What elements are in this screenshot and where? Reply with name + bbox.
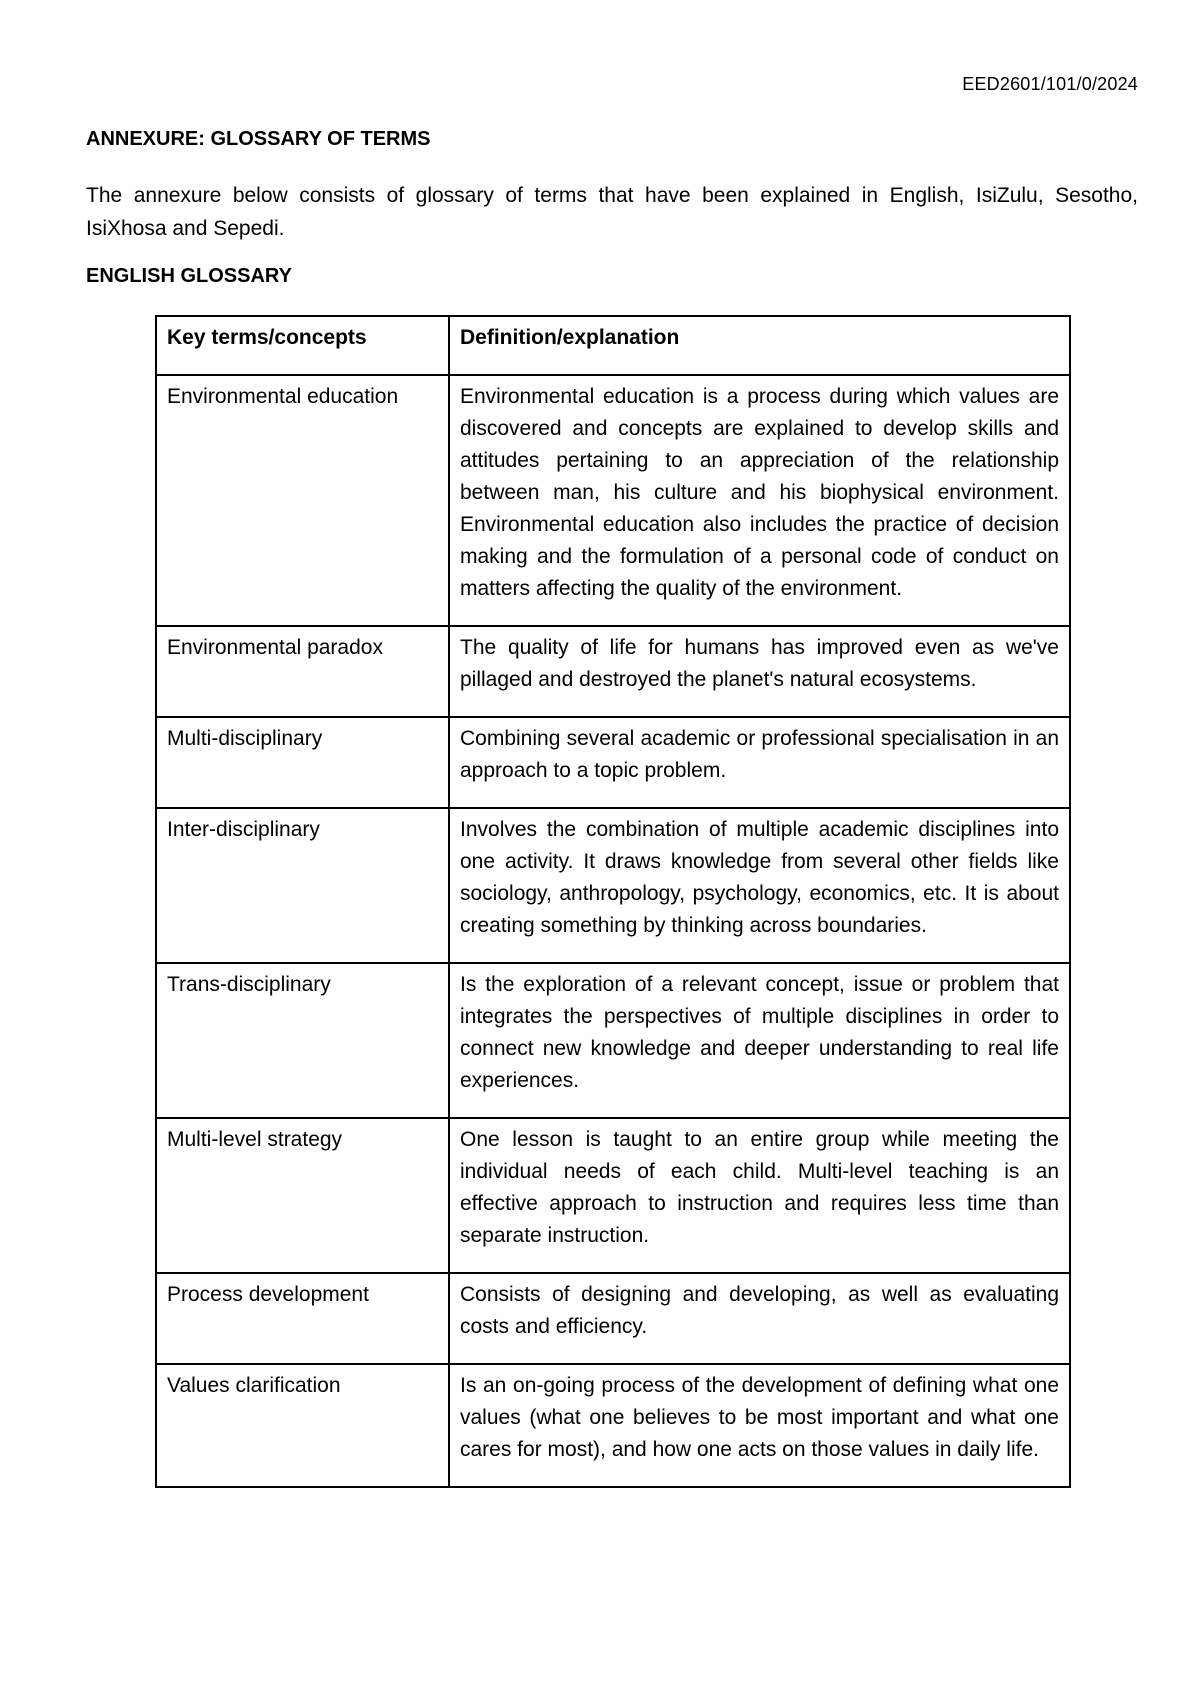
table-row: [156, 1118, 1070, 1273]
definition-cell: Is the exploration of a relevant concept, issue or problem that integrates the perspectives of multiple disciplines in order to connect new knowledge and deeper understanding to real life experiences.: [449, 963, 1070, 1118]
document-code: EED2601/101/0/2024: [962, 74, 1138, 94]
definition-cell: Environmental education is a process during which values are discovered and concepts are explained to develop skills and attitudes pertaining to an appreciation of the relationship between man, his culture and his biophysical environment. Environmental education also includes the practice of decision making and the formulation of a personal code of conduct on matters affecting the quality of the environment.: [449, 375, 1070, 626]
term-cell: Inter-disciplinary: [156, 808, 449, 963]
definition-cell: One lesson is taught to an entire group while meeting the individual needs of each child. Multi-level teaching is an effective approach to instruction and requires less time than separate instruction.: [449, 1118, 1070, 1273]
intro-paragraph: The annexure below consists of glossary of terms that have been explained in English, IsiZulu, Sesotho, IsiXhosa and Sepedi.: [86, 184, 1138, 240]
definition-cell: Involves the combination of multiple academic disciplines into one activity. It draws knowledge from several other fields like sociology, anthropology, psychology, economics, etc. It is about creating something by thinking across boundaries.: [449, 808, 1070, 963]
term-cell: Environmental paradox: [156, 626, 449, 717]
annexure-title: ANNEXURE: GLOSSARY OF TERMS: [86, 128, 431, 150]
definition-cell: Combining several academic or professional specialisation in an approach to a topic problem.: [449, 717, 1070, 808]
english-glossary-heading: ENGLISH GLOSSARY: [86, 265, 292, 287]
table-row: [156, 626, 1070, 717]
term-cell: Trans-disciplinary: [156, 963, 449, 1118]
definition-cell: Is an on-going process of the development of defining what one values (what one believes to be most important and what one cares for most), and how one acts on those values in daily life.: [449, 1364, 1070, 1487]
term-cell: Values clarification: [156, 1364, 449, 1487]
term-cell: Multi-disciplinary: [156, 717, 449, 808]
term-cell: Process development: [156, 1273, 449, 1364]
term-cell: Environmental education: [156, 375, 449, 626]
table-header-row: [156, 316, 1070, 375]
table-row: [156, 717, 1070, 808]
glossary-table: [155, 315, 1071, 1488]
definition-cell: Consists of designing and developing, as well as evaluating costs and efficiency.: [449, 1273, 1070, 1364]
column-header-key-terms: Key terms/concepts: [156, 316, 449, 375]
table-row: [156, 808, 1070, 963]
column-header-definition: Definition/explanation: [449, 316, 1070, 375]
definition-cell: The quality of life for humans has improved even as we've pillaged and destroyed the planet's natural ecosystems.: [449, 626, 1070, 717]
table-row: [156, 375, 1070, 626]
table-row: [156, 1273, 1070, 1364]
term-cell: Multi-level strategy: [156, 1118, 449, 1273]
table-row: [156, 963, 1070, 1118]
table-row: [156, 1364, 1070, 1487]
